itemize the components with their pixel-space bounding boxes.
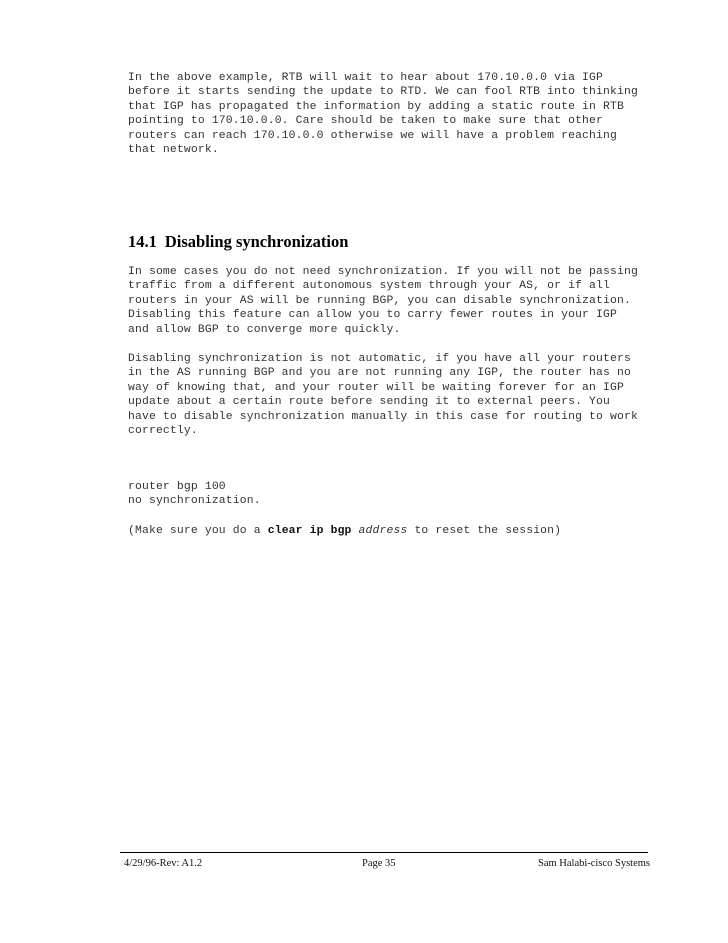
section-title: Disabling synchronization xyxy=(164,232,349,251)
text-line: in the AS running BGP and you are not running any IGP, the router has no xyxy=(128,367,631,380)
text-line: pointing to 170.10.0.0. Care should be taken to make sure that other xyxy=(128,115,604,128)
text-line: that IGP has propagated the information by adding a static route in RTB xyxy=(128,100,624,113)
config-line: router bgp 100 xyxy=(128,481,226,493)
config-block xyxy=(128,480,261,509)
text-line: correctly. xyxy=(128,424,198,437)
footer-page-number: Page 35 xyxy=(362,858,396,869)
note-prefix: (Make sure you do a xyxy=(128,525,268,537)
text-line: Disabling synchronization is not automatic, if you have all your routers xyxy=(128,353,631,365)
note-line xyxy=(128,524,561,538)
intro-paragraph xyxy=(128,71,638,157)
text-line: traffic from a different autonomous system through your AS, or if all xyxy=(128,280,610,293)
note-argument: address xyxy=(358,525,408,537)
text-line: routers can reach 170.10.0.0 otherwise we will have a problem reaching xyxy=(128,129,617,142)
section-number: 14.1 xyxy=(128,232,157,251)
text-line: Disabling this feature can allow you to carry fewer routes in your IGP xyxy=(128,309,617,322)
text-line: update about a certain route before sending it to external peers. You xyxy=(128,396,610,409)
footer-revision: 4/29/96-Rev: A1.2 xyxy=(124,858,203,869)
text-line: have to disable synchronization manually in this case for routing to work xyxy=(128,410,638,423)
config-line: no synchronization. xyxy=(128,495,261,508)
body-paragraph xyxy=(128,352,638,438)
text-line: before it starts sending the update to RTD. We can fool RTB into thinking xyxy=(128,86,638,99)
section-heading xyxy=(128,232,348,252)
body-paragraph xyxy=(128,265,638,337)
text-line: In the above example, RTB will wait to hear about 170.10.0.0 via IGP xyxy=(128,72,604,84)
footer-author: Sam Halabi-cisco Systems xyxy=(538,858,650,869)
text-line: routers in your AS will be running BGP, you can disable synchronization. xyxy=(128,294,631,307)
text-line: that network. xyxy=(128,143,219,156)
footer-divider xyxy=(120,852,648,853)
note-space xyxy=(352,525,359,537)
note-command: clear ip bgp xyxy=(267,525,352,537)
text-line: In some cases you do not need synchronization. If you will not be passing xyxy=(128,266,638,278)
text-line: and allow BGP to converge more quickly. xyxy=(128,323,401,336)
note-suffix: to reset the session) xyxy=(407,525,562,537)
text-line: way of knowing that, and your router will be waiting forever for an IGP xyxy=(128,381,624,394)
